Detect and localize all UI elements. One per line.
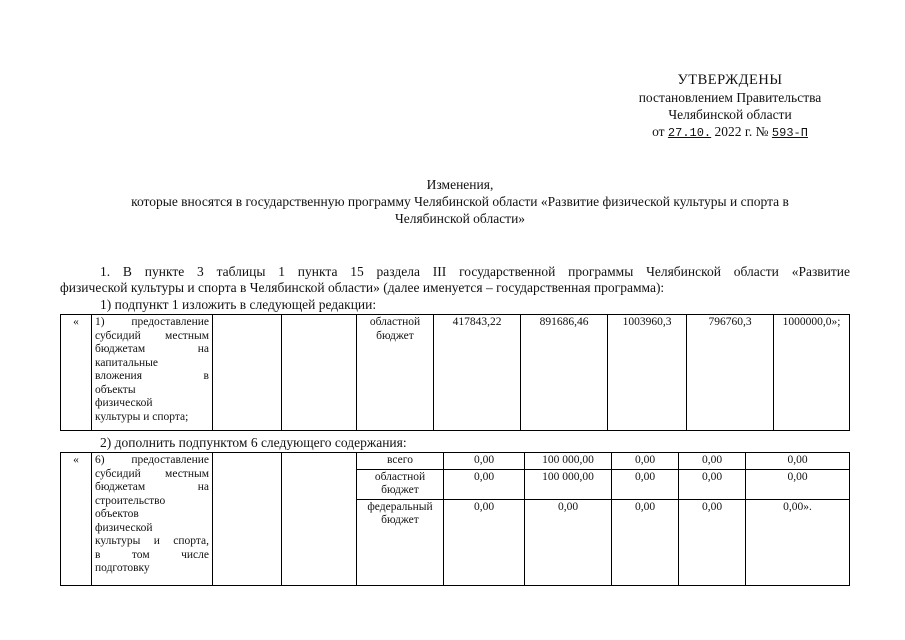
table-1-value: 891686,46: [521, 315, 608, 431]
desc-line: субсидий местным: [95, 329, 209, 342]
heading-line-2: которые вносятся в государственную программу Челябинской области «Развитие физической культуры и спорта в: [131, 194, 789, 209]
table-2-source: всего: [357, 453, 444, 470]
table-2-value: 0,00: [679, 499, 746, 586]
approval-date: 27.10.: [667, 126, 712, 140]
desc-line: капитальные: [95, 356, 159, 369]
desc-line: 1) предоставление: [95, 316, 209, 328]
desc-line: субсидий местным: [95, 467, 209, 480]
paragraph-1: [60, 264, 850, 296]
table-1-value: 796760,3: [687, 315, 774, 431]
table-1-quote: «: [61, 315, 92, 431]
desc-line: строительство: [95, 494, 166, 507]
table-1-empty-cell: [282, 315, 357, 431]
desc-line: в том числе: [95, 548, 209, 561]
table-2-value: 0,00: [746, 469, 850, 499]
table-1-value: 1000000,0»;: [774, 315, 850, 431]
approval-line-1: постановлением Правительства: [638, 90, 822, 105]
table-2-value: 0,00: [444, 499, 525, 586]
desc-line: объектов: [95, 508, 139, 520]
approval-title: УТВЕРЖДЕНЫ: [677, 72, 783, 88]
heading-line-3: Челябинской области»: [394, 211, 526, 226]
desc-line: объекты: [95, 383, 136, 396]
desc-line: бюджетам на: [95, 481, 209, 493]
desc-line: культуры и спорта,: [95, 535, 209, 547]
table-2-value: 0,00: [612, 453, 679, 470]
approval-year: 2022 г. №: [714, 124, 769, 139]
subpoint-2-label: 2) дополнить подпунктом 6 следующего содержания:: [100, 435, 407, 450]
paragraph-1-line-2: физической культуры и спорта в Челябинской области» (далее именуется – государственная программа):: [60, 280, 665, 295]
desc-line: физической: [95, 397, 153, 409]
table-2-value: 0,00: [444, 469, 525, 499]
table-2-empty-cell: [213, 453, 282, 586]
table-1-description: [92, 315, 213, 431]
table-2-description: [92, 453, 213, 586]
approval-date-prefix: от: [652, 124, 665, 139]
table-2: [60, 452, 850, 586]
table-2-source: областной бюджет: [357, 469, 444, 499]
table-2-value: 0,00: [679, 469, 746, 499]
desc-line: бюджетам на: [95, 343, 209, 355]
table-2-value: 100 000,00: [525, 469, 612, 499]
table-1-source: областной бюджет: [357, 315, 434, 431]
desc-line: подготовку: [95, 562, 150, 574]
desc-line: вложения в: [95, 370, 209, 382]
table-2-quote: «: [61, 453, 92, 586]
document-heading: [60, 176, 860, 227]
desc-line: физической: [95, 521, 153, 534]
approval-date-line: [580, 123, 880, 142]
table-2-value: 0,00: [612, 469, 679, 499]
approval-number: 593-П: [771, 126, 808, 140]
subpoint-1-label: 1) подпункт 1 изложить в следующей редакции:: [100, 297, 377, 312]
table-2-empty-cell: [282, 453, 357, 586]
table-1-empty-cell: [213, 315, 282, 431]
approval-block: [580, 72, 880, 142]
table-2-value: 0,00».: [746, 499, 850, 586]
table-2-value: 0,00: [525, 499, 612, 586]
approval-line-2: Челябинской области: [668, 107, 792, 122]
table-2-value: 0,00: [444, 453, 525, 470]
table-2-value: 100 000,00: [525, 453, 612, 470]
table-1-value: 417843,22: [434, 315, 521, 431]
table-1-value: 1003960,3: [608, 315, 687, 431]
paragraph-1-line-1: 1. В пункте 3 таблицы 1 пункта 15 раздела III государственной программы Челябинской области «Развитие: [100, 264, 850, 279]
desc-line: 6) предоставление: [95, 454, 209, 466]
table-2-value: 0,00: [612, 499, 679, 586]
table-2-source: федеральный бюджет: [357, 499, 444, 586]
table-2-value: 0,00: [746, 453, 850, 470]
desc-line: культуры и спорта;: [95, 410, 189, 423]
heading-line-1: Изменения,: [426, 177, 494, 192]
table-2-value: 0,00: [679, 453, 746, 470]
table-1: [60, 314, 850, 431]
